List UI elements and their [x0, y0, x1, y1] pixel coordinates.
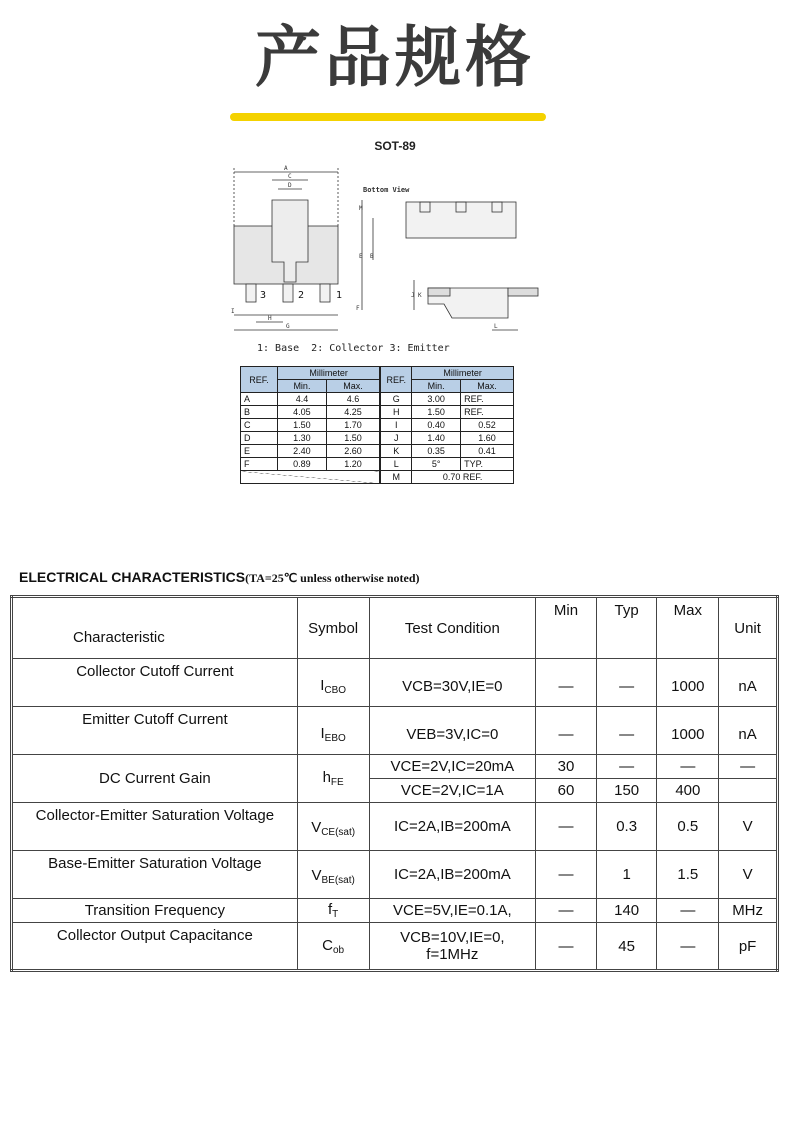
millimeter-header: Millimeter — [278, 367, 381, 380]
min-cell: — — [536, 803, 597, 851]
test-condition-header: Test Condition — [369, 597, 536, 659]
typ-cell: 150 — [596, 779, 657, 803]
ref-cell: D — [241, 432, 278, 445]
symbol-cell — [297, 923, 369, 971]
unit-cell: V — [719, 803, 778, 851]
ref-cell: B — [241, 406, 278, 419]
dim-label-k: K — [418, 292, 422, 299]
ref-cell: C — [241, 419, 278, 432]
max-cell: 1.50 — [326, 432, 380, 445]
condition-line-1: VCB=10V,IE=0, — [400, 929, 505, 946]
symbol-subscript: ob — [333, 944, 345, 956]
dim-label-l: L — [494, 323, 498, 330]
symbol-cell — [297, 659, 369, 707]
ref-header-2: REF. — [380, 367, 412, 393]
table-row — [241, 432, 514, 445]
ref-cell: M — [380, 471, 412, 484]
value-cell: 1.50 — [412, 406, 461, 419]
bottom-view-label: Bottom View — [363, 186, 410, 194]
table-row — [241, 445, 514, 458]
symbol-subscript: BE(sat) — [321, 875, 355, 886]
max-cell: 1.20 — [326, 458, 380, 471]
characteristic-cell: Collector Cutoff Current — [12, 659, 298, 707]
table-row — [241, 471, 514, 484]
characteristic-cell: Transition Frequency — [12, 899, 298, 923]
max-cell: 400 — [657, 779, 719, 803]
millimeter-header-2: Millimeter — [412, 367, 514, 380]
dim-label-m: M — [359, 205, 363, 212]
symbol-cell — [297, 755, 369, 803]
symbol-letter: I — [320, 725, 325, 742]
dim-label-i: I — [231, 308, 235, 315]
max-cell: — — [657, 899, 719, 923]
condition-cell: VCE=5V,IE=0.1A, — [369, 899, 536, 923]
table-row — [12, 851, 778, 899]
condition-cell — [369, 923, 536, 971]
symbol-subscript: CBO — [324, 685, 347, 696]
max-header: Max — [657, 597, 719, 659]
ref-cell: L — [380, 458, 412, 471]
table-row — [241, 406, 514, 419]
package-name: SOT-89 — [374, 139, 416, 153]
dim-label-d: D — [288, 182, 292, 189]
min-cell: 1.30 — [278, 432, 327, 445]
min-cell: — — [536, 707, 597, 755]
ref-cell: I — [380, 419, 412, 432]
condition-cell: IC=2A,IB=200mA — [369, 851, 536, 899]
min-cell: 2.40 — [278, 445, 327, 458]
dim-label-a: A — [284, 165, 288, 172]
unit-cell: — — [719, 755, 778, 779]
condition-cell: VCB=30V,IE=0 — [369, 659, 536, 707]
min-cell: 0.89 — [278, 458, 327, 471]
dim-label-h: H — [268, 315, 272, 322]
symbol-subscript: CE(sat) — [321, 827, 356, 838]
min-cell: 4.05 — [278, 406, 327, 419]
characteristic-cell: Collector-Emitter Saturation Voltage — [12, 803, 298, 851]
condition-cell: VCE=2V,IC=1A — [369, 779, 536, 803]
table-row — [241, 393, 514, 406]
symbol-header: Symbol — [297, 597, 369, 659]
characteristic-cell: Base-Emitter Saturation Voltage — [12, 851, 298, 899]
characteristic-header: Characteristic — [12, 597, 298, 659]
min-cell: 1.50 — [278, 419, 327, 432]
dim-label-e: E — [359, 253, 363, 260]
value-cell: 3.00 — [412, 393, 461, 406]
condition-cell: IC=2A,IB=200mA — [369, 803, 536, 851]
dim-label-b: B — [370, 253, 374, 260]
pin-legend: 1: Base 2: Collector 3: Emitter — [257, 343, 450, 354]
symbol-letter: h — [322, 769, 331, 786]
max-cell: 0.5 — [657, 803, 719, 851]
unit-cell: nA — [719, 707, 778, 755]
dim-label-j: J — [411, 292, 415, 299]
table-row — [12, 899, 778, 923]
value-cell: REF. — [461, 393, 514, 406]
electrical-heading — [19, 569, 420, 586]
table-row — [241, 458, 514, 471]
dim-label-g: G — [286, 323, 290, 330]
characteristic-cell: DC Current Gain — [12, 755, 298, 803]
max-cell: 4.6 — [326, 393, 380, 406]
ref-cell: J — [380, 432, 412, 445]
max-cell: 2.60 — [326, 445, 380, 458]
max-cell: — — [657, 755, 719, 779]
max-cell: 1000 — [657, 659, 719, 707]
ref-header: REF. — [241, 367, 278, 393]
table-row — [12, 803, 778, 851]
max-cell: 1.70 — [326, 419, 380, 432]
typ-cell: 45 — [596, 923, 657, 971]
symbol-letter: f — [328, 901, 333, 918]
table-row — [12, 923, 778, 971]
min-header: Min — [536, 597, 597, 659]
value-cell: 1.60 — [461, 432, 514, 445]
symbol-cell — [297, 707, 369, 755]
pin-number-2: 2 — [298, 290, 305, 301]
ref-cell: H — [380, 406, 412, 419]
symbol-letter: C — [322, 936, 333, 954]
value-cell: 0.52 — [461, 419, 514, 432]
symbol-cell — [297, 899, 369, 923]
ref-cell: F — [241, 458, 278, 471]
symbol-subscript: FE — [330, 777, 344, 788]
typ-cell: 1 — [596, 851, 657, 899]
dim-label-f: F — [356, 305, 360, 312]
characteristic-cell: Collector Output Capacitance — [12, 923, 298, 971]
value-cell: 1.40 — [412, 432, 461, 445]
ref-cell: E — [241, 445, 278, 458]
typ-cell: — — [596, 659, 657, 707]
page-title: 产品规格 — [255, 19, 535, 96]
typ-cell: — — [596, 707, 657, 755]
min-cell: 60 — [536, 779, 597, 803]
ref-cell: K — [380, 445, 412, 458]
electrical-characteristics-table — [10, 595, 779, 972]
max-cell: — — [657, 923, 719, 971]
pin-number-1: 1 — [336, 290, 343, 301]
max-header-2: Max. — [461, 380, 514, 393]
typ-cell: 0.3 — [596, 803, 657, 851]
value-cell: TYP. — [461, 458, 514, 471]
min-cell: 4.4 — [278, 393, 327, 406]
pin-number-3: 3 — [260, 290, 267, 301]
min-cell: — — [536, 851, 597, 899]
package-outline-drawing — [228, 160, 558, 365]
unit-cell: V — [719, 851, 778, 899]
value-cell: 0.40 — [412, 419, 461, 432]
symbol-letter: I — [320, 677, 325, 694]
symbol-letter: V — [311, 867, 322, 884]
symbol-cell — [297, 851, 369, 899]
max-cell: 1.5 — [657, 851, 719, 899]
electrical-heading-condition: (TA=25℃ unless otherwise noted) — [245, 571, 420, 585]
value-cell: 0.35 — [412, 445, 461, 458]
symbol-subscript: EBO — [324, 733, 346, 744]
table-row — [12, 707, 778, 755]
value-cell: 0.70 REF. — [412, 471, 514, 484]
symbol-cell — [297, 803, 369, 851]
min-cell: — — [536, 659, 597, 707]
table-row — [12, 659, 778, 707]
characteristic-cell: Emitter Cutoff Current — [12, 707, 298, 755]
unit-header: Unit — [719, 597, 778, 659]
condition-cell: VCE=2V,IC=20mA — [369, 755, 536, 779]
condition-cell: VEB=3V,IC=0 — [369, 707, 536, 755]
min-header: Min. — [278, 380, 327, 393]
electrical-heading-title: ELECTRICAL CHARACTERISTICS — [19, 569, 246, 585]
min-cell: 30 — [536, 755, 597, 779]
typ-header: Typ — [596, 597, 657, 659]
min-cell: — — [536, 923, 597, 971]
symbol-letter: V — [311, 819, 322, 836]
unit-cell: nA — [719, 659, 778, 707]
empty-cell — [241, 471, 381, 484]
dim-label-c: C — [288, 173, 292, 180]
min-cell: — — [536, 899, 597, 923]
max-header: Max. — [326, 380, 380, 393]
symbol-subscript: T — [332, 909, 339, 920]
typ-cell: — — [596, 755, 657, 779]
value-cell: REF. — [461, 406, 514, 419]
max-cell: 1000 — [657, 707, 719, 755]
table-row — [12, 755, 778, 779]
min-header-2: Min. — [412, 380, 461, 393]
unit-cell: MHz — [719, 899, 778, 923]
dimension-table — [240, 366, 514, 484]
ref-cell: A — [241, 393, 278, 406]
unit-cell — [719, 779, 778, 803]
header-row — [12, 597, 778, 659]
ref-cell: G — [380, 393, 412, 406]
table-row — [241, 419, 514, 432]
typ-cell: 140 — [596, 899, 657, 923]
max-cell: 4.25 — [326, 406, 380, 419]
value-cell: 5° — [412, 458, 461, 471]
unit-cell: pF — [719, 923, 778, 971]
condition-line-2: f=1MHz — [426, 946, 479, 963]
value-cell: 0.41 — [461, 445, 514, 458]
title-underline — [230, 113, 546, 121]
